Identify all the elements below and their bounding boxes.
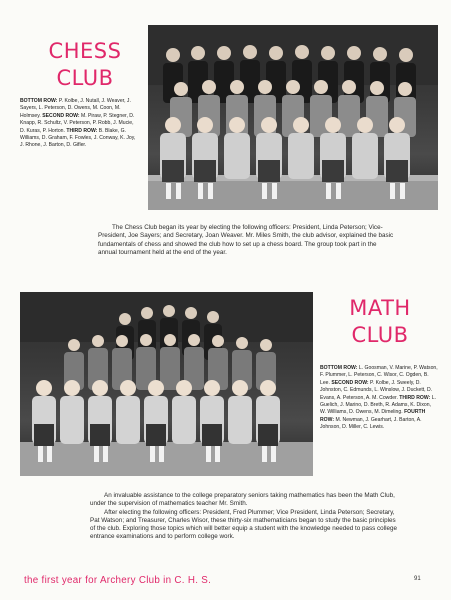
math-club-photo — [20, 292, 313, 476]
chess-row-names: M. Piraw, P. Stegner, D. Knapp, R. Schultz, V. Peterson, P. Robb, J. Mucie, D. Kuras, P. Horton. — [20, 112, 135, 134]
footer-caption: the first year for Archery Club in C. H. S. — [24, 575, 212, 586]
chess-row-label: SECOND ROW: — [42, 112, 81, 119]
math-club-title — [325, 295, 435, 349]
chess-paragraph: The Chess Club began its year by electing the following officers: President, Linda Peterson; Vice-President, Joe Sayers; and Secretary, Joan Weaver. Mr. Miles Smith, the club advisor, explained the basic fundamentals of chess and showed the club how to set up a chess board. The group took part in the annual tournament held at the end of the year. — [98, 224, 394, 256]
chess-description — [98, 224, 394, 257]
chess-title-line2: CLUB — [56, 66, 114, 90]
math-row-label: THIRD ROW: — [399, 394, 432, 401]
math-paragraph-1: An invaluable assistance to the college preparatory seniors taking mathematics has been the Math Club, under the supervision of mathematics teacher Mr. Smith. — [90, 492, 395, 508]
math-title-line1: MATH — [349, 296, 411, 320]
chess-row-label: THIRD ROW: — [66, 127, 99, 134]
page-number: 91 — [414, 576, 421, 582]
math-row-label: FOURTH ROW: — [320, 409, 426, 423]
chess-row-names: P. Kolbe, J. Nutall, J. Weaver, J. Sayers, L. Peterson, D. Owens, M. Coon, M. Holmsey. — [20, 98, 131, 119]
math-row-names: P. Kolbe, J. Sweely, D. Johnston, C. Edmunds, L. Winslow, J. Duckett, D. Evans, A. Peterson, A. M. Cowder. — [320, 379, 433, 401]
chess-club-title — [30, 38, 140, 92]
math-roster — [320, 365, 438, 432]
chess-roster — [20, 98, 138, 150]
chess-title-line1: CHESS — [48, 39, 122, 63]
math-title-line2: CLUB — [351, 323, 409, 347]
math-row-label: BOTTOM ROW: — [320, 365, 359, 371]
chess-club-photo — [148, 25, 438, 210]
chess-row-label: BOTTOM ROW: — [20, 98, 59, 104]
math-row-label: SECOND ROW: — [331, 379, 371, 386]
math-row-names: L. Goosman, V. Marine, P. Watson, F. Plummer, L. Peterson, C. Wisor, C. Ogden, B. Lee. — [320, 365, 438, 386]
math-paragraph-2: After electing the following officers: President, Fred Plummer; Vice President, Linda Peterson; Secretary, Pat Watson; and Treasurer, Charles Wisor, these thirty-six mathematicians began to study the basic principles of the club. Exploring those topics which will better equip a student with the knowledge needed to pass college entrance examinations and to perform college work. — [90, 508, 397, 541]
math-row-names: M. Newman, J. Gearhart, J. Barton, A. Johnson, D. Miller, C. Lewis. — [320, 416, 422, 431]
chess-group-photo-illustration — [148, 25, 438, 210]
math-row-names: L. Guelich, J. Marino, D. Breth, R. Adams, K. Dixon, W. Williams, D. Owens, M. Dimeling. — [320, 394, 436, 416]
chess-row-names: B. Blake, G. Williams, D. Graham, F. Fowles, J. Conway, K. Joy, J. Rhone, J. Barton, D. Gifler. — [20, 127, 136, 149]
math-description — [90, 492, 400, 542]
math-group-photo-illustration — [20, 292, 313, 476]
